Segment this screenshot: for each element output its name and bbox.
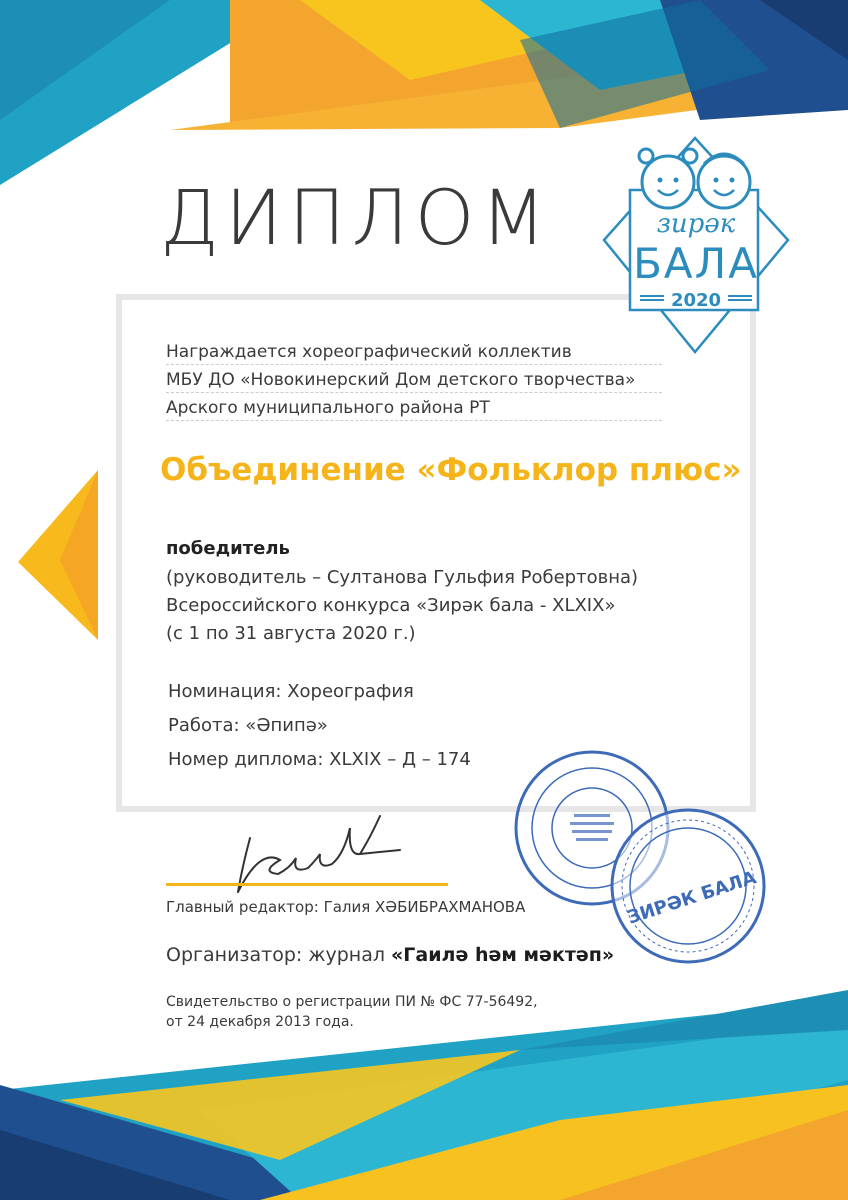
work-line: Работа: «Әпипә» [168, 715, 328, 736]
awarded-line-1: Награждается хореографический коллектив [166, 342, 662, 365]
diploma-number-line: Номер диплома: XLXIX – Д – 174 [168, 749, 471, 770]
svg-text:2020: 2020 [670, 290, 722, 311]
organizer-line [166, 944, 614, 966]
leader-line: (руководитель – Султанова Гульфия Робертовна) [166, 567, 639, 588]
registration-line-2: от 24 декабря 2013 года. [166, 1014, 354, 1030]
editor-caption: Главный редактор: Галия ХӘБИБРАХМАНОВА [166, 898, 526, 916]
zirek-bala-stamp [608, 806, 768, 966]
signature-line [166, 883, 448, 886]
winner-label: победитель [166, 538, 290, 559]
boy-face-icon [698, 154, 750, 208]
bottom-decoration [0, 990, 848, 1200]
contest-line: Всероссийского конкурса «Зирәк бала - XLXIX» [166, 595, 616, 616]
organizer-journal: «Гаилә һәм мәктәп» [391, 944, 615, 966]
nomination-line: Номинация: Хореография [168, 681, 414, 702]
zirek-bala-logo [600, 130, 790, 355]
girl-face-icon [639, 149, 697, 208]
awarded-line-2: МБУ ДО «Новокинерский Дом детского творчества» [166, 370, 662, 393]
group-name: Объединение «Фольклор плюс» [160, 452, 742, 488]
left-arrow-decoration [0, 470, 100, 650]
svg-text:зирәк: зирәк [656, 209, 736, 239]
svg-text:БАЛА: БАЛА [633, 239, 759, 288]
diploma-title: ДИПЛОМ [160, 173, 553, 262]
registration-line-1: Свидетельство о регистрации ПИ № ФС 77-56492, [166, 994, 538, 1010]
svg-text:ЗИРӘК БАЛА: ЗИРӘК БАЛА [624, 867, 759, 929]
awarded-line-3: Арского муниципального района РТ [166, 398, 662, 421]
dates-line: (с 1 по 31 августа 2020 г.) [166, 623, 416, 644]
organizer-prefix: Организатор: журнал [166, 944, 392, 966]
